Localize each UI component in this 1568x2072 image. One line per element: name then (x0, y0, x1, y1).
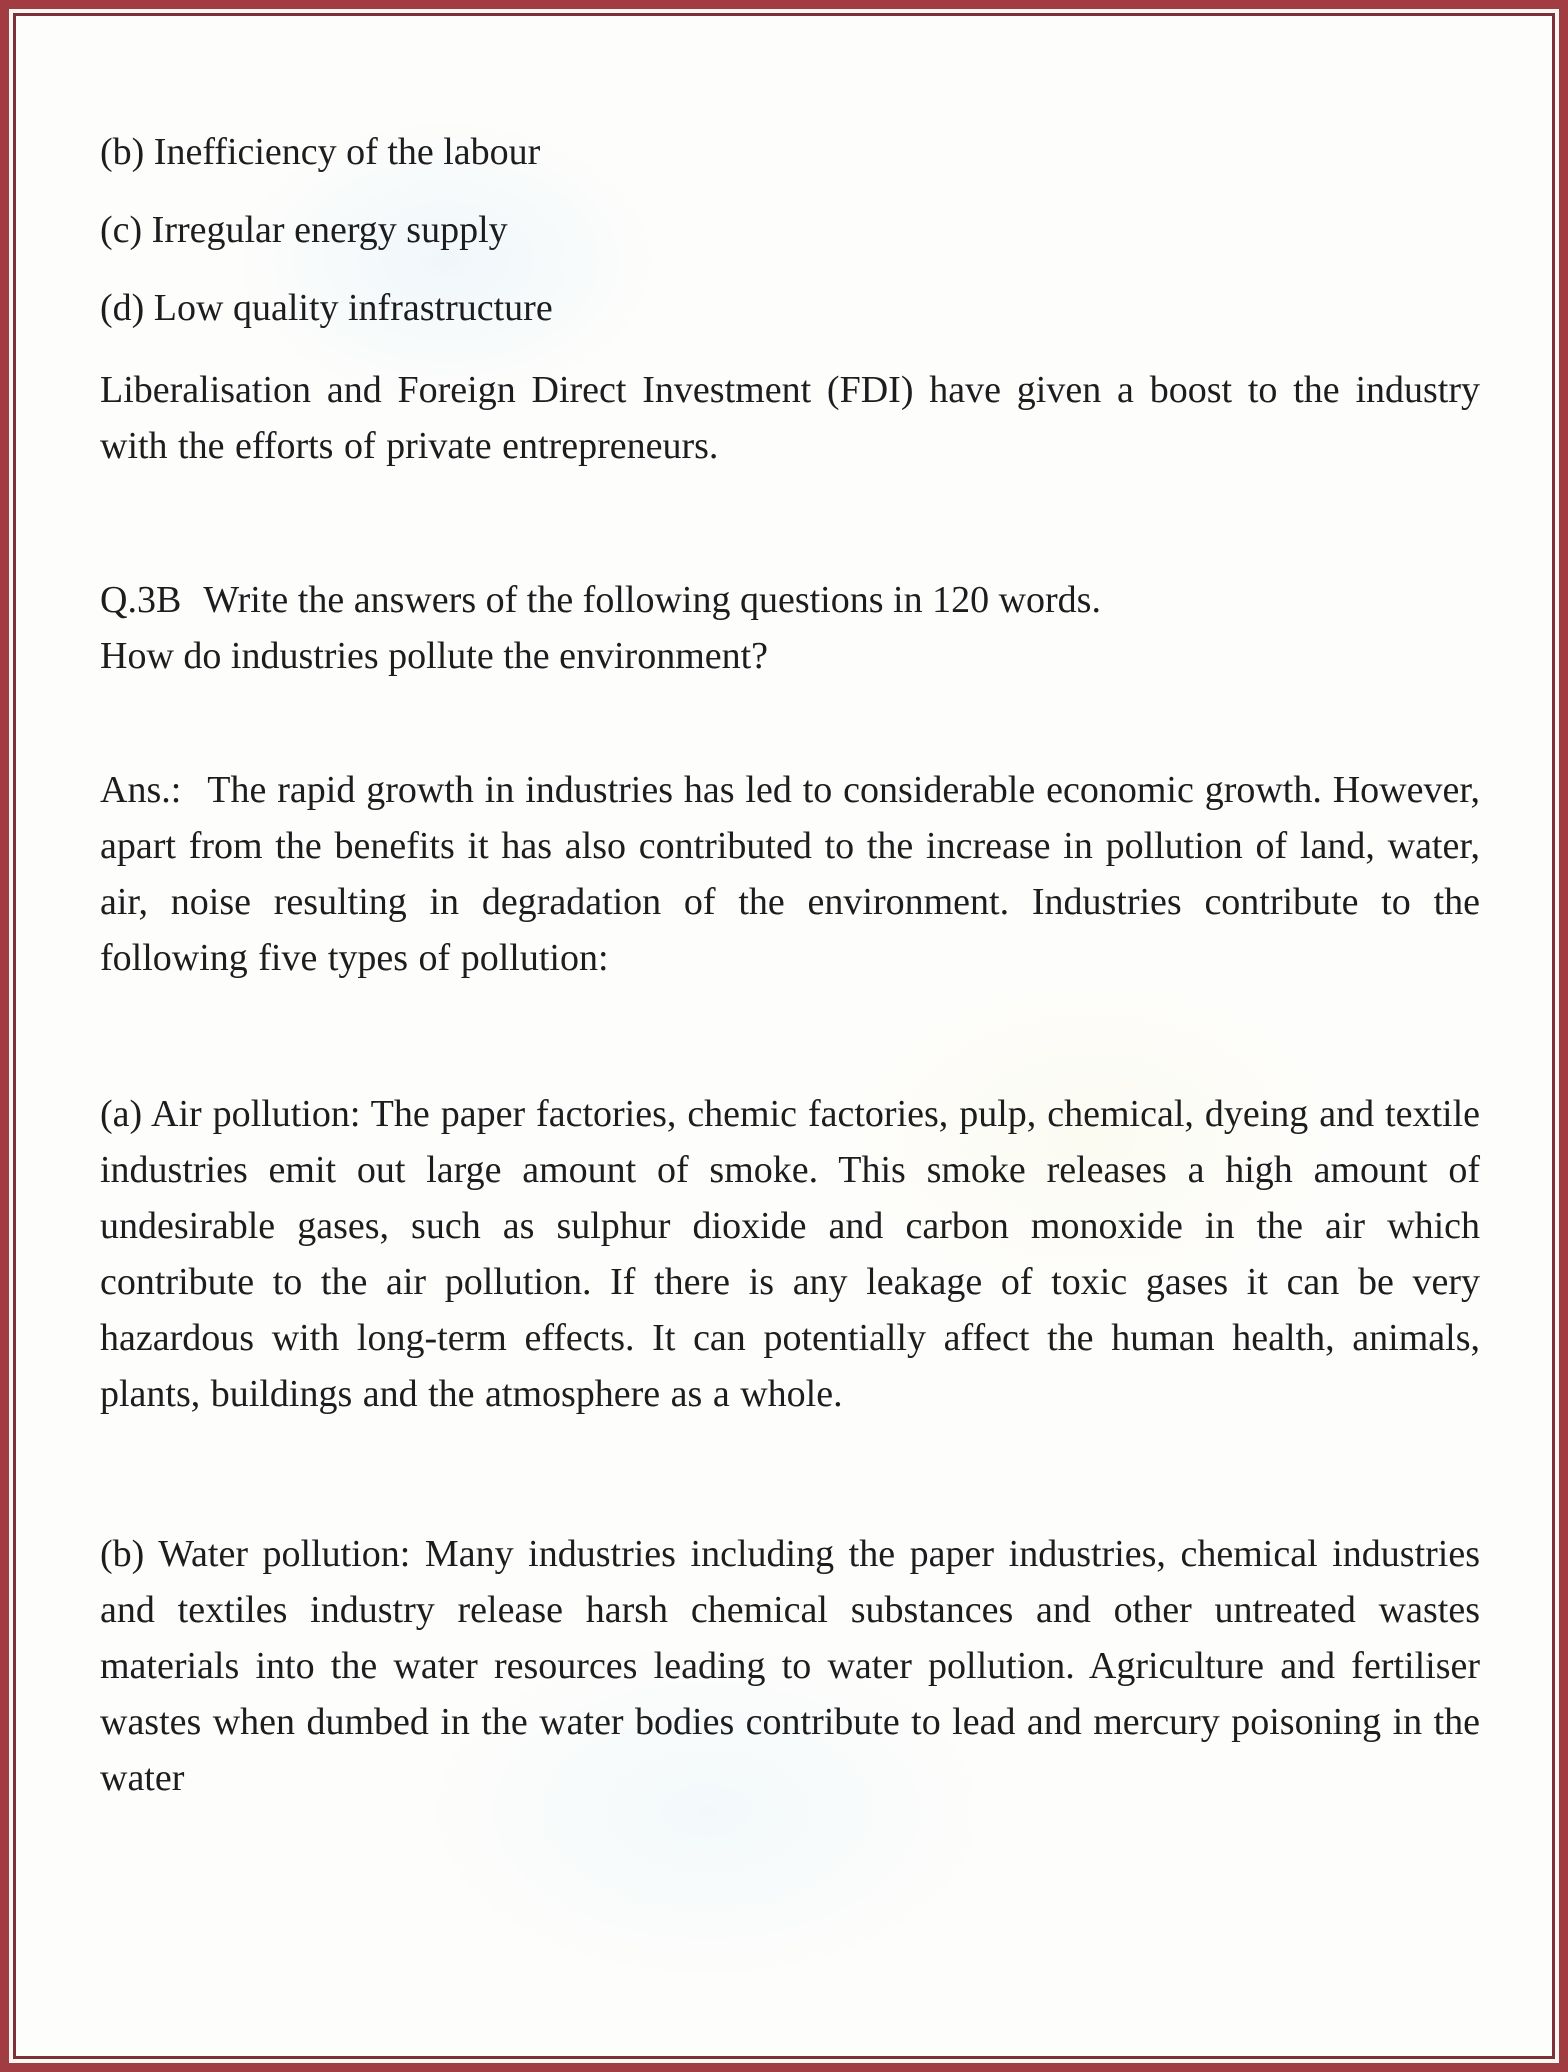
question-subquestion: How do industries pollute the environment? (100, 635, 769, 677)
question-number-label: Q.3B (100, 579, 182, 621)
answer-intro-paragraph (100, 762, 1480, 986)
question-heading (100, 572, 1480, 628)
answer-intro-text: The rapid growth in industries has led to considerable economic growth. However, apart from the benefits it has also contributed to the increase in pollution of land, water, air, noise resulting in degradation of the environment. Industries contribute to the following five types of pollution: (100, 769, 1480, 979)
question-block (100, 572, 1480, 684)
liberalisation-paragraph: Liberalisation and Foreign Direct Investment (FDI) have given a boost to the industry with the efforts of private entrepreneurs. (100, 369, 1480, 467)
option-item-c: (c) Irregular energy supply (100, 209, 508, 251)
question-heading-text: Write the answers of the following questions in 120 words. (203, 579, 1101, 621)
document-page (13, 13, 1555, 2059)
option-item-b: (b) Inefficiency of the labour (100, 131, 541, 173)
option-item-d: (d) Low quality infrastructure (100, 287, 553, 329)
page-border-gap (9, 9, 1559, 2063)
water-pollution-paragraph: (b) Water pollution: Many industries including the paper industries, chemical industries and textiles industry release harsh chemical substances and other untreated wastes materials into the water resources leading to water pollution. Agriculture and fertiliser wastes when dumbed in the water bodies contribute to lead and mercury poisoning in the water (100, 1533, 1480, 1799)
air-pollution-paragraph: (a) Air pollution: The paper factories, chemic factories, pulp, chemical, dyeing and textile industries emit out large amount of smoke. This smoke releases a high amount of undesirable gases, such as sulphur dioxide and carbon monoxide in the air which contribute to the air pollution. If there is any leakage of toxic gases it can be very hazardous with long-term effects. It can potentially affect the human health, animals, plants, buildings and the atmosphere as a whole. (100, 1093, 1480, 1415)
answer-label: Ans.: (100, 769, 182, 811)
